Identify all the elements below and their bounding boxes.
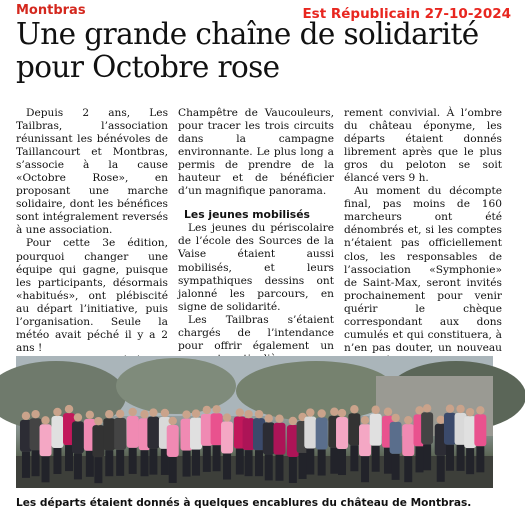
person-head — [289, 417, 297, 425]
person-legs — [437, 456, 445, 482]
group-photo — [16, 356, 493, 488]
person-legs — [446, 445, 454, 471]
headline-line-1: Une grande chaîne de solidarité — [16, 17, 479, 51]
source-label: Est Républicain 27-10-2024 — [302, 6, 511, 22]
person-body — [474, 414, 486, 446]
person-head — [41, 416, 49, 424]
person-legs — [299, 453, 307, 479]
person-legs — [457, 445, 465, 471]
person-body — [273, 423, 285, 455]
person-legs — [94, 457, 102, 483]
headline-line-2: pour Octobre rose — [16, 50, 280, 84]
person-head — [105, 410, 113, 418]
person-legs — [42, 456, 50, 482]
article-subheading: Les jeunes mobilisés — [184, 208, 310, 222]
person-legs — [350, 445, 358, 471]
paragraph: Les jeunes du périscolaire de l’école des Sources de la Vaise étaient aussi mobilisés, et leurs sympathiques dessins ont jalonné les parcours, en signe de solidarité. — [178, 222, 334, 313]
person-head — [192, 409, 200, 417]
person-head — [306, 408, 314, 416]
person-body — [421, 412, 433, 444]
person-body — [304, 417, 316, 449]
person-legs — [65, 445, 73, 471]
person-head — [212, 405, 220, 413]
person-legs — [169, 457, 177, 483]
person-legs — [275, 455, 283, 481]
person-legs — [213, 445, 221, 471]
person-head — [244, 410, 252, 418]
person-legs — [404, 456, 412, 482]
person-head — [384, 408, 392, 416]
person-head — [404, 416, 412, 424]
person-legs — [330, 448, 338, 474]
person-body — [336, 417, 348, 449]
person-legs — [476, 446, 484, 472]
person-body — [211, 413, 223, 445]
article-column-2 — [178, 107, 334, 352]
person-body — [370, 414, 382, 446]
person-legs — [265, 454, 273, 480]
person-body — [359, 424, 371, 456]
person-body — [316, 418, 328, 450]
person-legs — [289, 457, 297, 483]
person-head — [361, 416, 369, 424]
person-head — [22, 412, 30, 420]
person-legs — [223, 454, 231, 480]
person-legs — [32, 450, 40, 476]
person-legs — [53, 448, 61, 474]
person-legs — [116, 450, 124, 476]
person-body — [348, 413, 360, 445]
person-legs — [466, 448, 474, 474]
person-body — [51, 416, 63, 448]
person-legs — [392, 454, 400, 480]
person-body — [40, 424, 52, 456]
person-head — [203, 406, 211, 414]
person-head — [437, 416, 445, 424]
person-body — [127, 416, 139, 448]
person-legs — [306, 449, 314, 475]
paragraph: Champêtre de Vaucouleurs, pour tracer les trois circuits dans la campagne environnante. Le plus long a permis de prendre de la hauteur et de bénéficier d’un magnifique panorama. — [178, 107, 334, 198]
person-body — [190, 418, 202, 450]
person-head — [476, 406, 484, 414]
person-head — [275, 415, 283, 423]
person-body — [72, 421, 84, 453]
person-legs — [236, 449, 244, 475]
person-head — [456, 405, 464, 413]
person-head — [182, 410, 190, 418]
person-legs — [338, 449, 346, 475]
person-legs — [245, 450, 253, 476]
person-body — [444, 413, 456, 445]
paragraph: Les Tailbras s’étaient chargés de l’intendance pour offrir également un — [178, 313, 334, 352]
article-column-1 — [16, 107, 168, 352]
person-legs — [361, 456, 369, 482]
person-legs — [183, 451, 191, 477]
person-legs — [74, 453, 82, 479]
person-body — [92, 425, 104, 457]
person-head — [169, 417, 177, 425]
person-body — [103, 418, 115, 450]
person-legs — [192, 450, 200, 476]
person-body — [243, 418, 255, 450]
person-body — [263, 422, 275, 454]
person-legs — [149, 449, 157, 475]
person-head — [330, 408, 338, 416]
person-body — [114, 418, 126, 450]
photo-caption: Les départs étaient donnés à quelques encablures du château de Montbras. — [16, 497, 472, 509]
person-head — [140, 410, 148, 418]
person-legs — [141, 450, 149, 476]
person-legs — [203, 446, 211, 472]
person-head — [350, 405, 358, 413]
person-head — [371, 406, 379, 414]
person-legs — [129, 448, 137, 474]
person-head — [128, 408, 136, 416]
article-headline — [16, 18, 516, 84]
paragraph: Pour cette 3e édition, pourquoi changer une équipe qui gagne, puisque les participants, désormais «habitués», ont plébiscité au départ l’initiative, puis l’organisation. Seule la météo avait péché il y a 2 ans ! — [16, 237, 168, 354]
person-head — [446, 405, 454, 413]
person-head — [161, 409, 169, 417]
person-head — [338, 409, 346, 417]
group-photo-illustration — [16, 356, 493, 488]
person-legs — [416, 446, 424, 472]
person-legs — [318, 450, 326, 476]
article-column-3 — [344, 107, 502, 352]
person-head — [74, 413, 82, 421]
person-body — [147, 417, 159, 449]
paragraph: Depuis 2 ans, Les Tailbras, l’association réunissant les bénévoles de Taillancourt et Montbras, s’associe à la cause «Octobre Rose», en proposant une marche solidaire, dont les bénéfices sont intégralement reversés à une association. — [16, 107, 168, 237]
person-body — [402, 424, 414, 456]
paragraph: rement convivial. À l’ombre du château éponyme, les départs étaient donnés librement après que le plus gros du peloton se soit élancé vers 9 h. — [344, 107, 502, 185]
person-head — [86, 411, 94, 419]
person-body — [390, 422, 402, 454]
person-head — [116, 410, 124, 418]
person-head — [53, 408, 61, 416]
person-body — [167, 425, 179, 457]
person-head — [94, 417, 102, 425]
person-head — [317, 409, 325, 417]
person-legs — [423, 444, 431, 470]
person-legs — [255, 450, 263, 476]
person-body — [221, 422, 233, 454]
person-head — [423, 404, 431, 412]
person-head — [391, 414, 399, 422]
person-head — [255, 410, 263, 418]
paragraph: Au moment du décompte final, pas moins de 160 marcheurs ont été dénombrés et, si les comptes n’étaient pas officiellement clos, les responsables de l’association «Symphonie» de Saint-Max, seront invités prochainement pour venir quérir le chèque correspondant aux dons cumulés et qui constituera, à n’en pas douter, un nouveau — [344, 185, 502, 354]
person-body — [464, 416, 476, 448]
person-head — [223, 413, 231, 421]
person-legs — [22, 452, 30, 478]
person-head — [149, 408, 157, 416]
person-legs — [105, 450, 113, 476]
person-head — [265, 414, 273, 422]
person-legs — [372, 446, 380, 472]
section-kicker: Montbras — [16, 3, 86, 18]
person-head — [236, 408, 244, 416]
person-head — [65, 405, 73, 413]
person-head — [31, 410, 39, 418]
person-head — [466, 408, 474, 416]
